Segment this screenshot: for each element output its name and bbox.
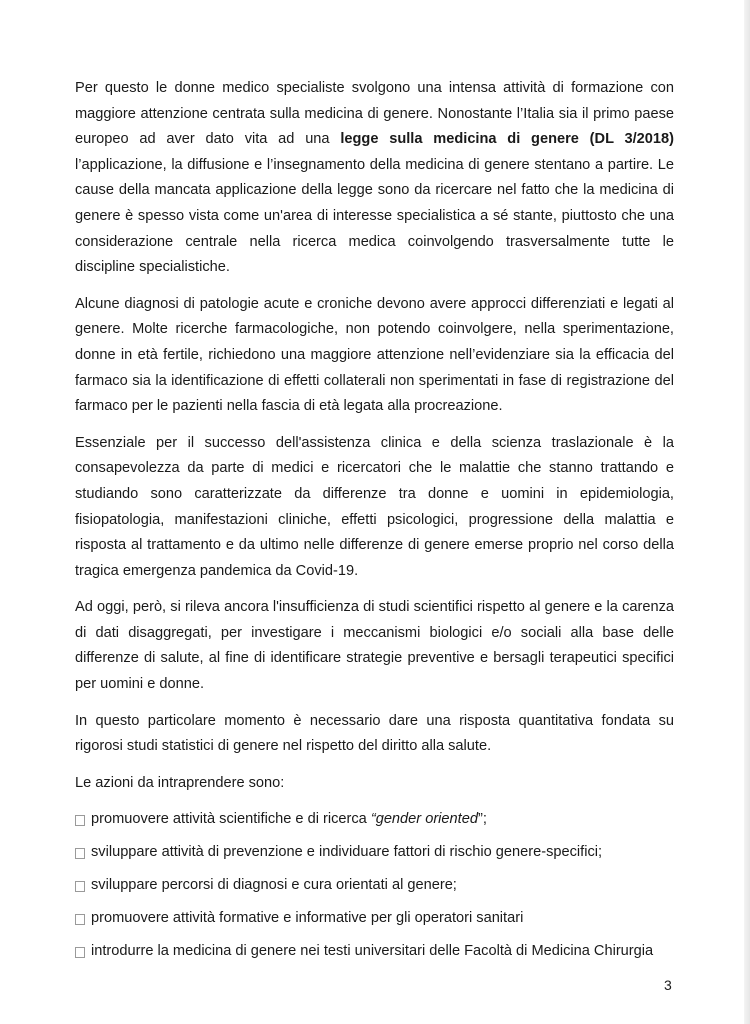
list-item-text-part: promuovere attività scientifiche e di ricerca [91, 811, 371, 828]
paragraph-line: risposta al trattamento e da ultimo nelle differenze di genere emerse proprio nel corso della [75, 537, 674, 554]
actions-list [75, 807, 674, 965]
paragraph-line: tragica emergenza pandemica da Covid-19. [75, 562, 359, 579]
paragraph-quantitative-response [75, 709, 674, 760]
list-item-text: promuovere attività formative e informative per gli operatori sanitari [91, 910, 524, 927]
paragraph-line: differenze di salute, al fine di identificare strategie preventive e bersagli terapeutici specifici [75, 650, 674, 667]
paragraph-text: europeo ad aver dato vita ad una [75, 131, 341, 148]
actions-intro [75, 771, 674, 797]
list-item-text [91, 807, 487, 833]
paragraph-line: farmaco per le pazienti nella fascia di età legata alla procreazione. [75, 398, 503, 415]
list-item [75, 840, 674, 866]
paragraph-insufficient-studies [75, 595, 674, 697]
checkbox-bullet-icon [75, 848, 85, 859]
paragraph-line: considerazione centrale nella ricerca medica coinvolgendo trasversalmente tutte le [75, 233, 674, 250]
checkbox-bullet-icon [75, 881, 85, 892]
law-reference-bold: legge sulla medicina di genere (DL 3/2018) [340, 131, 674, 148]
list-item-text: sviluppare percorsi di diagnosi e cura orientati al genere; [91, 877, 457, 894]
paragraph-line: rigorosi studi statistici di genere nel rispetto del diritto alla salute. [75, 738, 492, 755]
list-item [75, 906, 674, 932]
paragraph-line [75, 127, 674, 153]
list-item [75, 873, 674, 899]
paragraph-clinical-awareness [75, 431, 674, 585]
paragraph-line: discipline specialistiche. [75, 259, 230, 276]
paragraph-line: per uomini e donne. [75, 676, 204, 693]
checkbox-bullet-icon [75, 947, 85, 958]
paragraph-line: studiando sono caratterizzate da differenze tra donne e uomini in epidemiologia, [75, 485, 674, 502]
list-item [75, 939, 674, 965]
paragraph-line: Alcune diagnosi di patologie acute e croniche devono avere approcci differenziati e legati al [75, 295, 674, 312]
actions-intro-text: Le azioni da intraprendere sono: [75, 774, 285, 791]
checkbox-bullet-icon [75, 815, 85, 826]
list-item-text: sviluppare attività di prevenzione e individuare fattori di rischio genere-specifici; [91, 844, 603, 861]
gender-oriented-italic: “gender oriented [370, 811, 478, 828]
paragraph-line: genere è spesso vista come un'area di interesse specialistica a sé stante, piuttosto che una [75, 207, 674, 224]
paragraph-line: maggiore attenzione centrata sulla medicina di genere. Nonostante l’Italia sia il primo paese [75, 105, 674, 122]
list-item [75, 807, 674, 833]
document-body [75, 76, 674, 972]
paragraph-line: Ad oggi, però, si rileva ancora l'insufficienza di studi scientifici rispetto al genere e la carenza [75, 599, 674, 616]
paragraph-line: consapevolezza da parte di medici e ricercatori che le malattie che stanno trattando e [75, 460, 674, 477]
paragraph-line: In questo particolare momento è necessario dare una risposta quantitativa fondata su [75, 712, 674, 729]
paragraph-line: fisiopatologia, manifestazioni cliniche, effetti psicologici, progressione della malattia e [75, 511, 674, 528]
paragraph-line: Essenziale per il successo dell'assistenza clinica e della scienza traslazionale è la [75, 434, 674, 451]
paragraph-gender-medicine-law [75, 76, 674, 281]
list-item-text-part: ”; [477, 811, 487, 828]
paragraph-line: donne in età fertile, richiedono una maggiore attenzione nell’evidenziare sia la efficacia del [75, 346, 674, 363]
checkbox-bullet-icon [75, 914, 85, 925]
paragraph-line: cause della mancata applicazione della legge sono da ricercare nel fatto che la medicina di [75, 182, 674, 199]
page-number: 3 [664, 977, 672, 993]
list-item-text: introdurre la medicina di genere nei testi universitari delle Facoltà di Medicina Chirurgia [91, 943, 654, 960]
paragraph-line: farmaco sia la identificazione di effetti collaterali non sperimentati in fase di registrazione del [75, 372, 674, 389]
paragraph-line: di dati disaggregati, per investigare i meccanismi biologici e/o sociali alla base delle [75, 624, 674, 641]
paragraph-line: genere. Molte ricerche farmacologiche, non potendo coinvolgere, nella sperimentazione, [75, 321, 674, 338]
paragraph-line: l’applicazione, la diffusione e l’insegnamento della medicina di genere stentano a partire. Le [75, 156, 674, 173]
paragraph-line: Per questo le donne medico specialiste svolgono una intensa attività di formazione con [75, 80, 674, 96]
page-edge-shadow [744, 0, 750, 1024]
paragraph-diagnosis-pharmacology [75, 292, 674, 420]
